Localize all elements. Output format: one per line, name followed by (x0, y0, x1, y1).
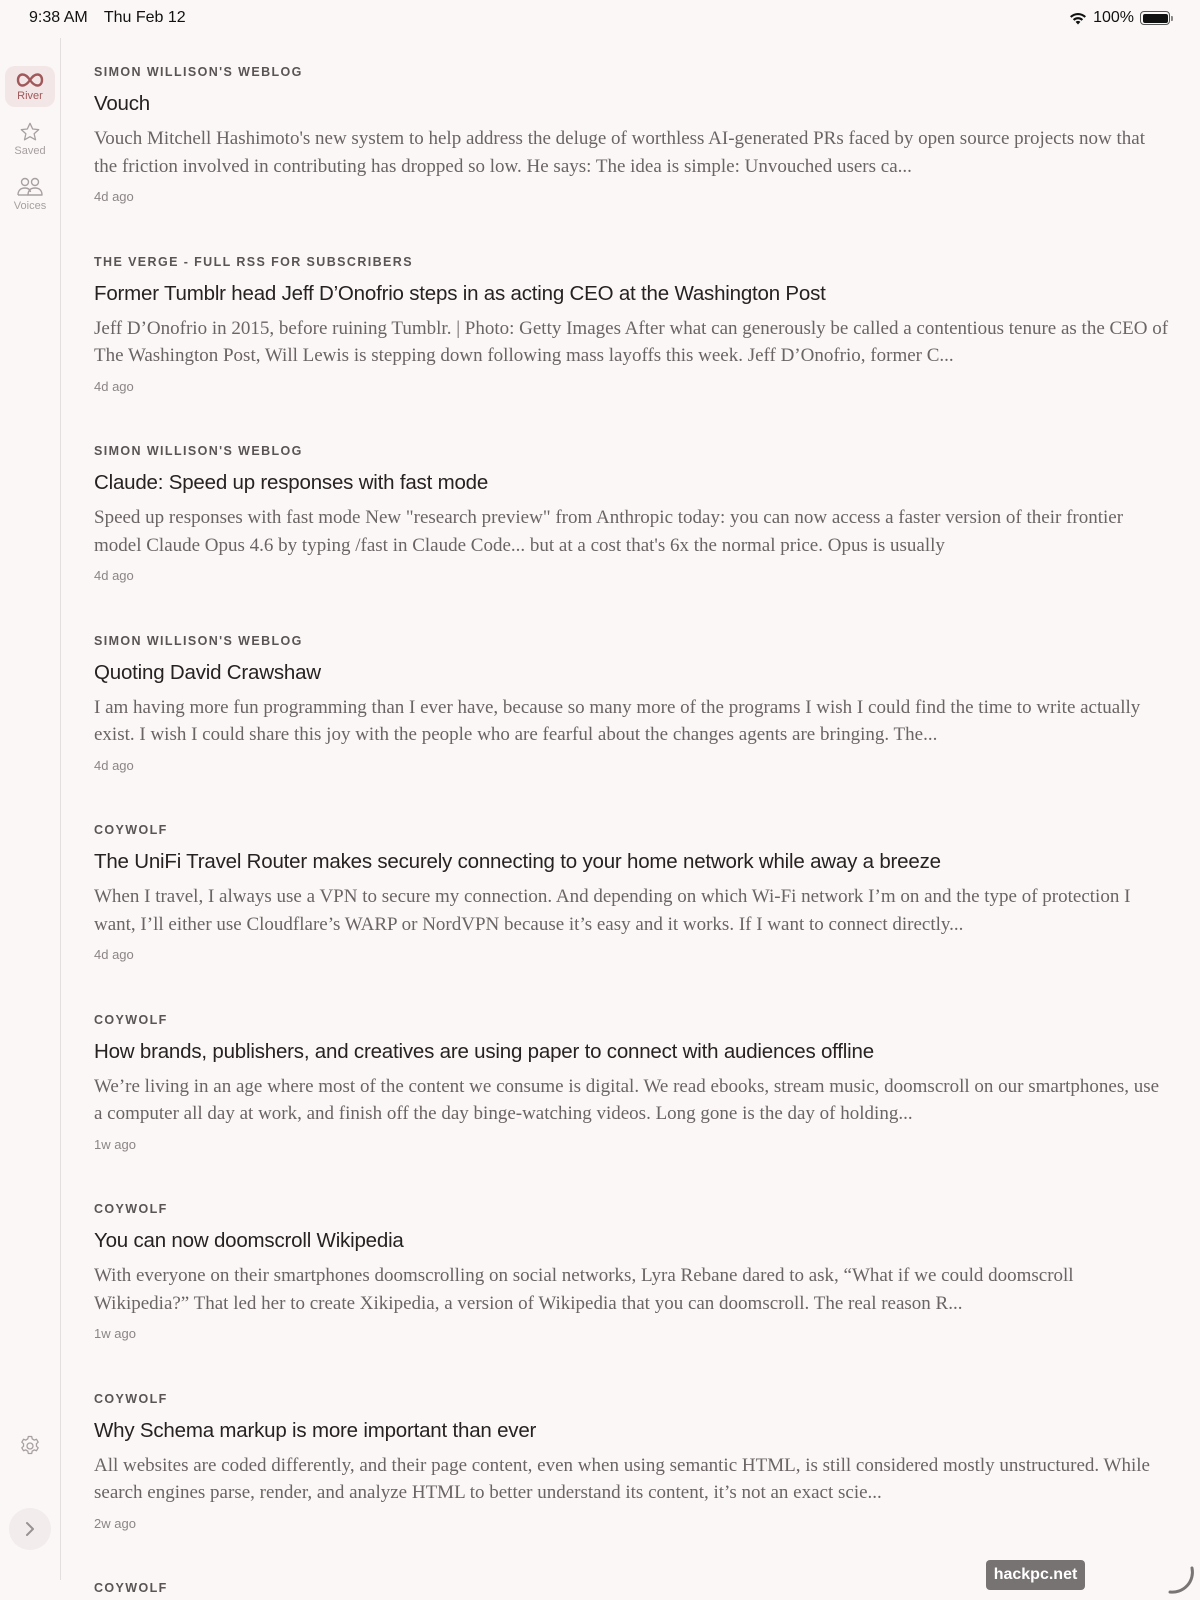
feed-source: COYWOLF (94, 823, 168, 837)
gear-icon[interactable] (18, 1434, 42, 1458)
feed-excerpt: With everyone on their smartphones doomscrolling on social networks, Lyra Rebane dared to ask, “What if we could doomscroll Wikipedia?” That led her to create Xikipedia, a version of Wikipedia that you can doomscroll. The real reason R... (94, 1265, 1074, 1314)
status-left (29, 9, 198, 27)
feed-item[interactable] (94, 1391, 1170, 1581)
battery-icon (1140, 11, 1170, 25)
expand-sidebar-button[interactable] (9, 1508, 51, 1550)
feed-title[interactable]: Why Schema markup is more important than ever (94, 1418, 537, 1442)
feed-excerpt: I am having more fun programming than I ever have, because so many more of the programs I wish I could find the time to write actually exist. I wish I could share this joy with the people who are fearful about the changes agents are bringing. The... (94, 696, 1141, 745)
infinity-icon (16, 72, 44, 88)
watermark: hackpc.net (986, 1560, 1085, 1590)
feed-item[interactable] (94, 1012, 1170, 1202)
feed-item[interactable] (94, 64, 1170, 254)
feed-timestamp: 4d ago (94, 378, 134, 394)
sidebar-item-label: Saved (14, 145, 46, 157)
feed-excerpt: Vouch Mitchell Hashimoto's new system to help address the deluge of worthless AI-generated PRs faced by open source projects now that the friction involved in contributing has dropped so low. He says: The idea is simple: Unvouched users ca... (94, 128, 1146, 177)
feed-title[interactable]: The UniFi Travel Router makes securely connecting to your home network while away a breeze (94, 850, 941, 873)
feed-title[interactable]: You can now doomscroll Wikipedia (94, 1229, 404, 1252)
feed-item[interactable] (94, 633, 1170, 823)
feed-timestamp: 4d ago (94, 947, 134, 962)
feed-title[interactable]: How brands, publishers, and creatives are using paper to connect with audiences offline (94, 1039, 874, 1063)
feed-source: COYWOLF (94, 1581, 168, 1595)
sidebar-item-label: Voices (13, 200, 47, 212)
sidebar-item-voices[interactable] (5, 170, 55, 217)
loading-spinner-icon (1166, 1566, 1196, 1596)
feed-timestamp: 2w ago (94, 1515, 136, 1531)
feed-source: SIMON WILLISON'S WEBLOG (94, 65, 303, 79)
feed-title[interactable]: Quoting David Crawshaw (94, 660, 321, 684)
feed-source: COYWOLF (94, 1202, 168, 1216)
feed-item[interactable] (94, 443, 1170, 633)
feed-title[interactable]: Claude: Speed up responses with fast mode (94, 471, 489, 494)
feed-item[interactable] (94, 254, 1170, 444)
sidebar-item-label: River (17, 90, 43, 102)
feed-source: SIMON WILLISON'S WEBLOG (94, 444, 303, 458)
river-feed (94, 64, 1170, 1600)
status-date: Thu Feb 12 (103, 9, 186, 26)
feed-source: SIMON WILLISON'S WEBLOG (94, 633, 303, 648)
status-bar (0, 0, 1200, 36)
feed-source: THE VERGE - FULL RSS FOR SUBSCRIBERS (94, 254, 413, 269)
feed-timestamp: 4d ago (94, 757, 134, 773)
feed-title[interactable]: Former Tumblr head Jeff D’Onofrio steps in as acting CEO at the Washington Post (94, 281, 826, 305)
sidebar (0, 38, 61, 1580)
feed-item[interactable] (94, 822, 1170, 1012)
status-time: 9:38 AM (29, 9, 88, 26)
feed-item[interactable] (94, 1201, 1170, 1391)
people-icon (16, 176, 44, 198)
sidebar-item-river[interactable] (5, 66, 55, 107)
feed-title[interactable]: Vouch (94, 92, 150, 115)
feed-source: COYWOLF (94, 1391, 168, 1406)
chevron-right-icon (24, 1520, 36, 1538)
feed-excerpt: When I travel, I always use a VPN to secure my connection. And depending on which Wi-Fi network I’m on and the type of protection I want, I’ll either use Cloudflare’s WARP or NordVPN because it’s easy and it works. If I want to connect directly... (94, 886, 1131, 935)
feed-timestamp: 4d ago (94, 568, 134, 583)
feed-excerpt: Jeff D’Onofrio in 2015, before ruining Tumblr. | Photo: Getty Images After what can generously be called a contentious tenure as the CEO of The Washington Post, Will Lewis is stepping down following mass layoffs this week. Jeff D’Onofrio, former C... (94, 317, 1169, 366)
feed-source: COYWOLF (94, 1012, 168, 1027)
wifi-icon (1069, 12, 1087, 25)
sidebar-item-saved[interactable] (5, 115, 55, 162)
feed-excerpt: We’re living in an age where most of the content we consume is digital. We read ebooks, stream music, doomscroll on our smartphones, use a computer all day at work, and finish off the day binge-watching videos. Long gone is the day of holding... (94, 1075, 1160, 1124)
status-right (1069, 9, 1170, 27)
feed-excerpt: All websites are coded differently, and their page content, even when using semantic HTML, is still considered mostly unstructured. While search engines parse, render, and analyze HTML to better understand its content, it’s not an exact scie... (94, 1454, 1150, 1503)
feed-timestamp: 1w ago (94, 1136, 136, 1152)
star-icon (19, 121, 41, 143)
feed-timestamp: 4d ago (94, 189, 134, 204)
battery-percent: 100% (1093, 9, 1134, 26)
feed-timestamp: 1w ago (94, 1326, 136, 1341)
feed-excerpt: Speed up responses with fast mode New "research preview" from Anthropic today: you can now access a faster version of their frontier model Claude Opus 4.6 by typing /fast in Claude Code... but at a cost that's 6x the normal price. Opus is usually (94, 507, 1124, 556)
